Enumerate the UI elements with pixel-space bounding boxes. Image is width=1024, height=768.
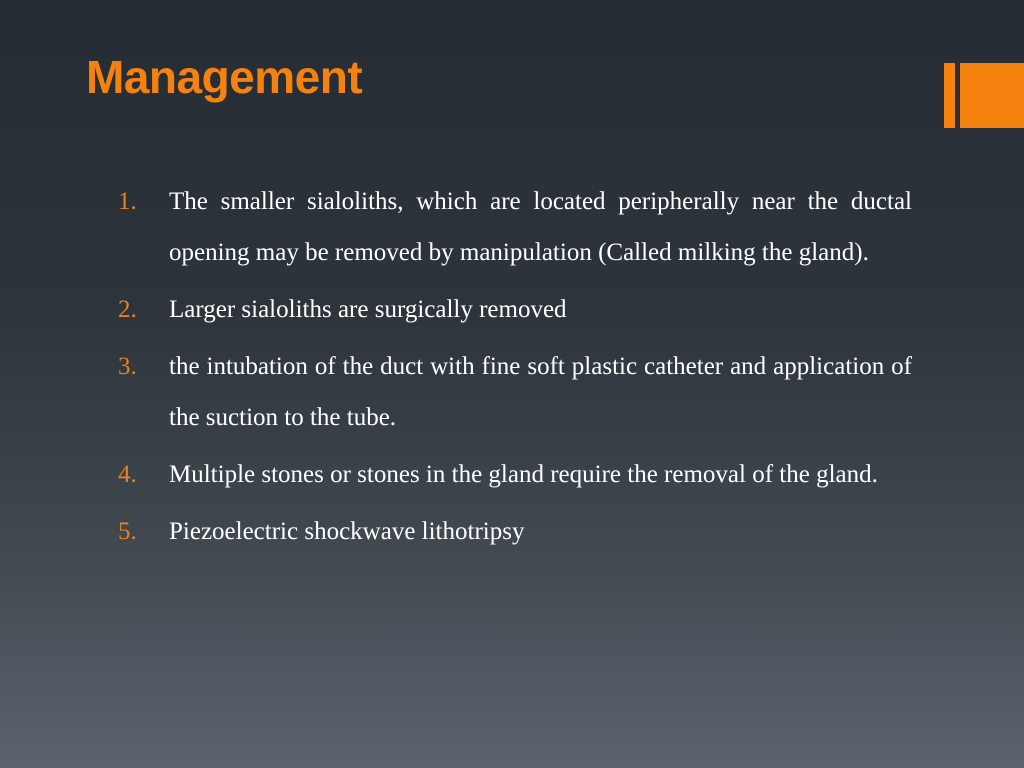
list-item-number: 3.	[118, 353, 137, 380]
list-item-text: Larger sialoliths are surgically removed	[169, 296, 567, 323]
list-item-text: Multiple stones or stones in the gland require the removal of the gland.	[169, 461, 878, 488]
title-accent-bar-thin	[944, 63, 955, 128]
list-item	[112, 284, 912, 335]
list-item-text: Piezoelectric shockwave lithotripsy	[169, 518, 525, 545]
list-item-text: the intubation of the duct with fine soft plastic catheter and application of the suction to the tube.	[169, 353, 912, 431]
management-list	[112, 176, 912, 563]
list-item-number: 1.	[118, 188, 137, 215]
list-item-number: 4.	[118, 461, 137, 488]
title-accent-bar-thick	[960, 63, 1024, 128]
list-item	[112, 506, 912, 557]
list-item	[112, 176, 912, 278]
list-item-text: The smaller sialoliths, which are located peripherally near the ductal opening may be removed by manipulation (Called milking the gland).	[169, 188, 912, 266]
slide-title: Management	[86, 51, 363, 103]
list-item-number: 2.	[118, 296, 137, 323]
list-item-number: 5.	[118, 518, 137, 545]
list-item	[112, 449, 912, 500]
list-item	[112, 341, 912, 443]
